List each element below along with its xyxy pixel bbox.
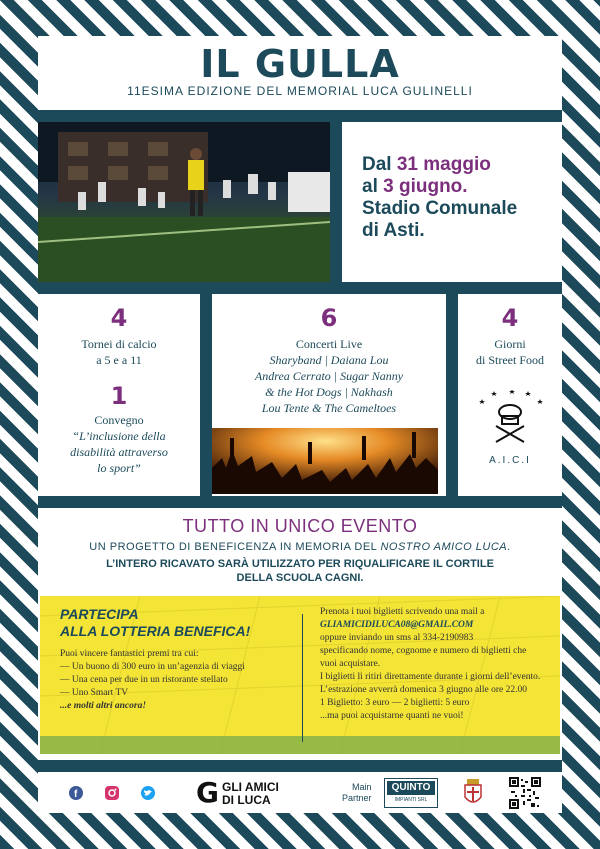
- event-heading: TUTTO IN UNICO EVENTO: [182, 516, 418, 536]
- football-photo: [38, 122, 330, 282]
- charity-line: [38, 541, 562, 553]
- band-line-3: & the Hot Dogs | Nakhash: [265, 385, 393, 399]
- charity-prefix: UN PROGETTO DI BENEFICENZA IN MEMORIA DEL: [89, 541, 381, 553]
- title-box: [38, 36, 562, 110]
- booking-line-7: 1 Biglietto: 3 euro — 2 biglietti: 5 euro: [320, 698, 470, 708]
- main-partner-line-1: Main: [352, 782, 372, 792]
- prize-more: ...e molti altri ancora!: [60, 701, 147, 711]
- booking-line-1: Prenota i tuoi biglietti scrivendo una mail a: [320, 607, 485, 617]
- proceeds-line-2: DELLA SCUOLA CAGNI.: [236, 572, 364, 584]
- booking-line-2: oppure inviando un sms al 334-2190983: [320, 633, 474, 643]
- poster-frame: [38, 36, 562, 813]
- city-crest-icon: [462, 778, 484, 808]
- proceeds-line-1: L’INTERO RICAVATO SARÀ UTILIZZATO PER RIQUALIFICARE IL CORTILE: [106, 558, 494, 570]
- stat-street-food: [458, 294, 562, 496]
- concert-photo: [212, 428, 438, 494]
- booking-line-4: vuoi acquistare.: [320, 659, 381, 669]
- food-number: 4: [501, 304, 519, 332]
- food-line-2: di Street Food: [476, 353, 544, 367]
- prize-intro: Puoi vincere fantastici premi tra cui:: [60, 649, 199, 659]
- partner-name: QUINTO: [387, 781, 435, 795]
- charity-italic: NOSTRO AMICO LUCA: [380, 541, 508, 553]
- page-subtitle: 11ESIMA EDIZIONE DEL MEMORIAL LUCA GULINELLI: [127, 84, 473, 98]
- booking-line-6: L’estrazione avverrà domenica 3 giugno alle ore 22.00: [320, 685, 527, 695]
- band-line-4: Lou Tente & The Cameltoes: [261, 401, 397, 415]
- lottery-right: [320, 606, 552, 723]
- concerti-number: 6: [320, 304, 338, 332]
- convegno-label: Convegno: [94, 413, 144, 427]
- booking-line-3: specificando nome, cognome e numero di biglietti che: [320, 646, 527, 656]
- venue-line-1: Stadio Comunale: [362, 198, 518, 219]
- end-date: 3 giugno.: [383, 176, 468, 197]
- gli-amici-di-luca-logo: [196, 778, 308, 808]
- convegno-quote-1: “L’inclusione della: [72, 429, 166, 443]
- band-line-2: Andrea Cerrato | Sugar Nanny: [254, 369, 404, 383]
- qr-code-icon[interactable]: [508, 776, 542, 810]
- food-line-1: Giorni: [494, 337, 526, 351]
- booking-email[interactable]: GLIAMICIDILUCA08@GMAIL.COM: [320, 620, 474, 630]
- instagram-icon[interactable]: [104, 785, 120, 801]
- page-title: IL GULLA: [200, 42, 400, 86]
- logo-line-2: DI LUCA: [222, 793, 271, 807]
- logo-line-1: GLI AMICI: [222, 780, 279, 794]
- tornei-number: 4: [110, 304, 128, 332]
- facebook-icon[interactable]: [68, 785, 84, 801]
- lottery-divider: [302, 614, 303, 742]
- proceeds-text: [38, 557, 562, 585]
- footer: [38, 772, 562, 813]
- charity-suffix: .: [507, 541, 511, 553]
- tornei-line-1: Tornei di calcio: [81, 337, 157, 351]
- convegno-number: 1: [110, 382, 128, 410]
- prize-item: — Una cena per due in un ristorante stellato: [60, 675, 228, 685]
- dates-prefix-1: Dal: [362, 154, 397, 175]
- lottery-title-2: ALLA LOTTERIA BENEFICA!: [60, 623, 251, 639]
- lottery-panel: [40, 596, 560, 754]
- logo-mark: G: [196, 776, 219, 809]
- stat-concerti: [212, 294, 446, 496]
- prize-item: — Un buono di 300 euro in un’agenzia di viaggi: [60, 662, 245, 672]
- event-info-box: [38, 508, 562, 760]
- main-partner-line-2: Partner: [342, 793, 372, 803]
- band-line-1: Sharyband | Daiana Lou: [269, 353, 389, 367]
- twitter-icon[interactable]: [140, 785, 156, 801]
- chef-hat-icon: [470, 390, 550, 454]
- aici-logo-text: A.I.C.I: [489, 455, 531, 466]
- event-dates: [342, 122, 562, 282]
- convegno-quote-3: lo sport”: [97, 461, 141, 475]
- dates-prefix-2: al: [362, 176, 384, 197]
- prize-list: [60, 648, 290, 713]
- svg-text:f: f: [74, 789, 78, 800]
- convegno-quote-2: disabilità attraverso: [70, 445, 168, 459]
- lottery-title-1: PARTECIPA: [60, 606, 139, 622]
- booking-line-5: I biglietti li ritiri direttamente durante i giorni dell’evento.: [320, 672, 541, 682]
- stat-tornei: [38, 294, 200, 496]
- partner-sub: IMPIANTI SRL: [394, 797, 428, 803]
- prize-item: — Uno Smart TV: [60, 688, 129, 698]
- concerti-label: Concerti Live: [295, 337, 363, 351]
- venue-line-2: di Asti.: [362, 220, 425, 241]
- main-partner-label: [342, 782, 372, 804]
- quinto-partner-logo: [384, 778, 438, 808]
- booking-line-8: ...ma puoi acquistarne quanti ne vuoi!: [320, 711, 464, 721]
- start-date: 31 maggio: [396, 154, 491, 175]
- tornei-line-2: a 5 e a 11: [96, 353, 142, 367]
- lottery-left: [60, 606, 290, 713]
- football-scene-image: [38, 122, 330, 282]
